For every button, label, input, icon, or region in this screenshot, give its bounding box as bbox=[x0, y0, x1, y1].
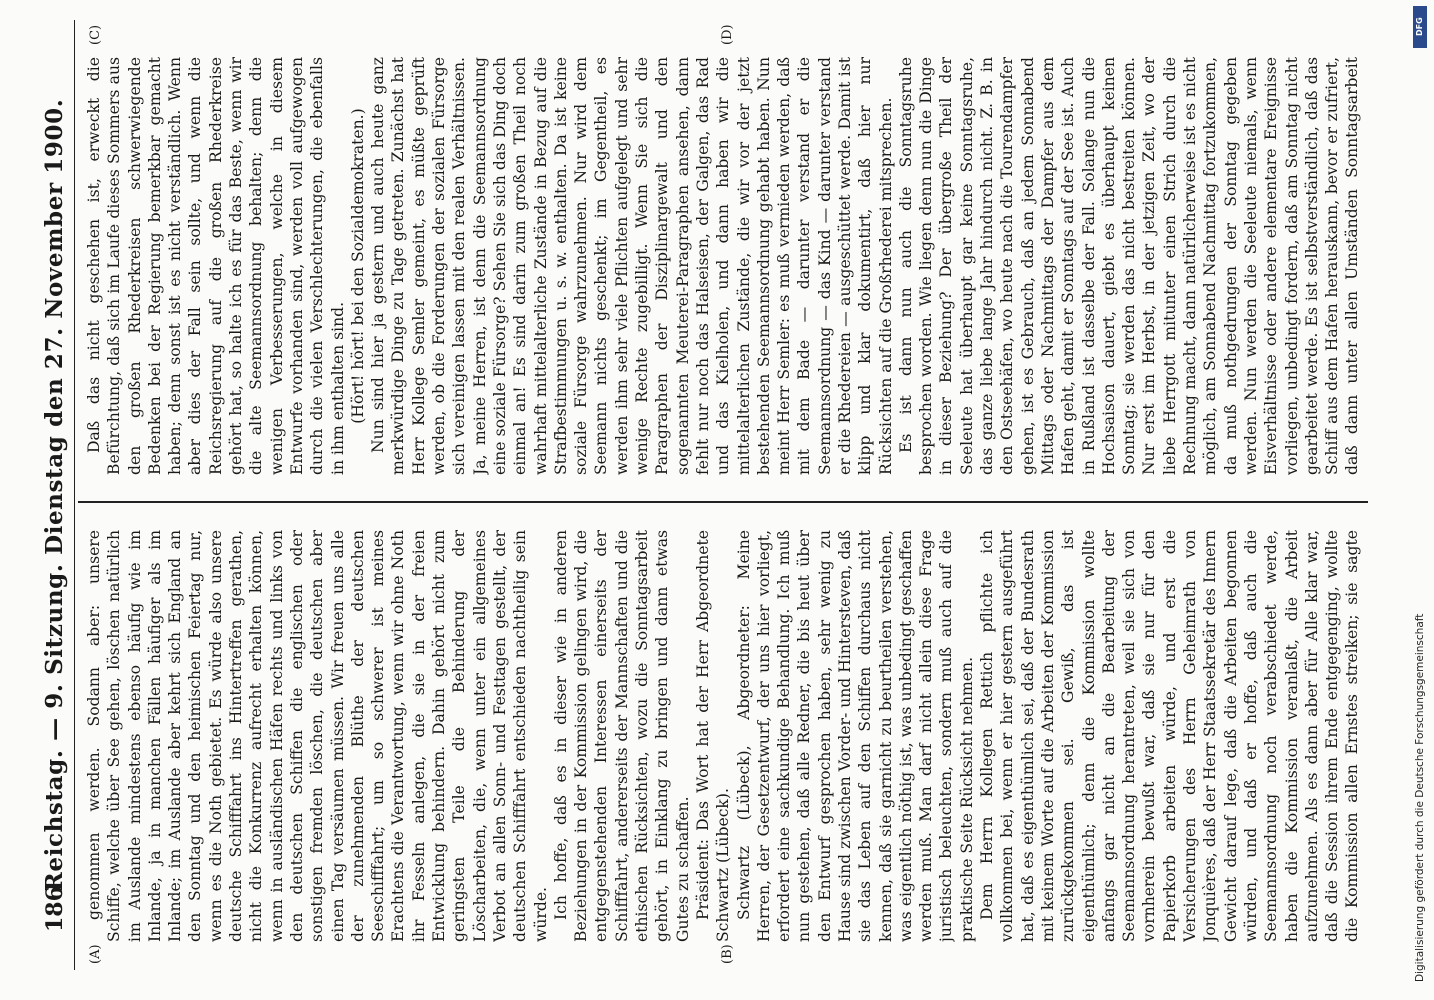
right-column bbox=[84, 57, 1364, 475]
margin-mark-c: (C) bbox=[88, 24, 103, 45]
paragraph: Nun sind hier ja gestern und auch heute ganz merkwürdige Dinge zu Tage getreten. Zunächst hat Herr Kollege Semler gemeint, es müßte geprüft werden, ob die Forderungen der sozialen Fürsorge sich vereinigen lassen mit den realen Verhältnissen. Ja, meine Herren, ist denn die Seemannsordnung eine soziale Fürsorge? Sehen Sie sich das Ding doch einmal an! Es sind darin zum großen Theil noch wahrhaft mittelalterliche Zustände in Bezug auf die Strafbestimmungen u. s. w. enthalten. Da ist keine soziale Fürsorge wahrzunehmen. Nur wird dem Seemann nichts geschenkt; im Gegentheil, es werden ihm sehr viele Pflichten aufgelegt und sehr wenige Rechte zugebilligt. Wenn Sie sich die Paragraphen der Disziplinargewalt und den sogenannten Meuterei-Paragraphen ansehen, dann fehlt nur noch das Halseisen, der Galgen, das Rad und das Kielholen, und dann haben wir die mittelalterlichen Zustände, die wir vor der jetzt bestehenden Seemannsordnung gehabt haben. Nun meint Herr Semler: es muß vermieden werden, daß mit dem Bade — darunter verstand er die Seemannsordnung — das Kind — darunter verstand er die Rhedereien — ausgeschüttet werde. Damit ist klipp und klar dokumentirt, daß hier nur Rücksichten auf die Großrhederei mitsprechen. bbox=[369, 57, 895, 475]
paragraph: Daß das nicht geschehen ist, erweckt die Befürchtung, daß sich im Laufe dieses Sommers aus den großen Rhederkreisen schwerwiegende Bedenken bei der Regierung bemerkbar gemacht haben; denn sonst ist es nicht verständlich. Wenn aber dies der Fall sein sollte, und wenn die Reichsregierung auf die großen Rhederkreise gehört hat, so halte ich es für das Beste, wenn wir die alte Seemannsordnung behalten; denn die wenigen Verbesserungen, welche in diesem Entwurfe vorhanden sind, werden voll aufgewogen durch die vielen Verschlechterungen, die ebenfalls in ihm enthalten sind. bbox=[85, 57, 347, 475]
column-divider bbox=[78, 501, 1368, 503]
page-number: 186 bbox=[42, 886, 68, 932]
paragraph: Schwartz (Lübeck), Abgeordneter: Meine Herren, der Gesetzentwurf, der uns hier vorliegt, erfordert eine sachkundige Behandlung. Ich muß nun gestehen, daß alle Redner, die bis heut über den Entwurf gesprochen haben, sehr wenig zu Hause sind zwischen Vorder- und Hintersteven, daß sie das Leben auf den Schiffen durchaus nicht kennen, daß sie garnicht zu beurtheilen verstehen, was eigentlich nöthig ist, was unbedingt geschaffen werden muß. Man darf nicht allein diese Frage juristisch beleuchten, sondern muß auch auf die praktische Seite Rücksicht nehmen. bbox=[734, 530, 976, 942]
funding-note: Digitalisierung gefördert durch die Deutsche Forschungsgemeinschaft bbox=[1414, 613, 1426, 982]
paragraph: Dem Herrn Kollegen Rettich pflichte ich vollkommen bei, wenn er hier gestern ausgeführt hat, daß es eigenthümlich sei, daß der Bundesrath mit keinem Worte auf die Arbeiten der Kommission zurückgekommen sei. Gewiß, das ist eigenthümlich; denn die Kommission wollte anfangs gar nicht an die Bearbeitung der Seemannsordnung herantreten, weil sie sich von vornherein bewußt war, daß sie nur für den Papierkorb arbeiten würde, und erst die Versicherungen des Herrn Geheimrath von Jonquières, daß der Herr Staatssekretär des Innern Gewicht darauf lege, daß die Arbeiten begonnen würden, und daß er hoffe, daß auch die Seemannsordnung noch verabschiedet werde, haben die Kommission veranlaßt, die Arbeit aufzunehmen. Als es dann aber für Alle klar war, daß die Session ihrem Ende entgegenging, wollte die Kommission allen Ernstes streiken; sie sagte bbox=[978, 530, 1362, 942]
margin-mark-b: (B) bbox=[720, 944, 735, 964]
digitization-stamp bbox=[1410, 0, 1430, 1000]
paragraph: Präsident: Das Wort hat der Herr Abgeordnete Schwartz (Lübeck). bbox=[693, 530, 733, 942]
margin-mark-d: (D) bbox=[720, 24, 735, 45]
paragraph: Ich hoffe, daß es in dieser wie in anderen Beziehungen in der Kommission gelingen wird, die entgegenstehenden Interessen einerseits der Schifffahrt, andererseits der Mannschaften und die ethischen Rücksichten, wozu die Sonntagsarbeit gehört, in Einklang zu bringen und dann etwas Gutes zu schaffen. bbox=[551, 530, 692, 942]
running-title: Reichstag. — 9. Sitzung. Dienstag den 27. November 1900. bbox=[41, 98, 68, 892]
interjection: (Hört! hört! bei den Sozialdemokraten.) bbox=[348, 108, 367, 424]
paragraph: Es ist dann nun auch die Sonntagsruhe besprochen worden. Wie liegen denn nun die Dinge in dieser Beziehung? Der übergroße Theil der Seeleute hat überhaupt gar keine Sonntagsruhe, das ganze liebe lange Jahr hindurch nicht. Z. B. in den Ostseehäfen, wo heute nach die Tourendampfer gehen, ist es Gebrauch, daß an jedem Sonnabend Mittags oder Nachmittags der Dampfer aus dem Hafen geht, damit er Sonntags auf der See ist. Auch in Rußland ist dasselbe der Fall. Solange nun die Hochsaison dauert, giebt es überhaupt keinen Sonntag; sie werden das nicht bestreiten können. Nur erst im Herbst, in der jetzigen Zeit, wo der liebe Herrgott mitunter einen Strich durch die Rechnung macht, dann natürlicherweise ist es nicht möglich, am Sonnabend Nachmittag fortzukommen, da muß nothgedrungen der Sonntag gegeben werden. Nun werden die Seeleute niemals, wenn Eisverhältnisse oder andere elementare Ereignisse vorliegen, unbedingt fordern, daß am Sonntag nicht gearbeitet werde. Es ist selbstverständlich, daß das Schiff aus dem Hafen herauskann, bevor er zufriert, daß dann unter allen Umständen Sonntagsarbeit bbox=[896, 57, 1362, 475]
margin-mark-a: (A) bbox=[88, 944, 103, 964]
dfg-logo: DFG bbox=[1413, 6, 1427, 48]
paragraph: genommen werden. Sodann aber: unsere Schiffe, welche über See gehen, löschen natürlich im Auslande mindestens ebenso häufig wie im Inlande, ja in manchen Fällen häufiger als im Inlande; im Auslande aber kehrt sich England an den Sonntag und den heimischen Feiertag nur, wenn es die Noth gebietet. Es würde also unsere deutsche Schifffahrt ins Hintertreffen gerathen, nicht die Konkurrenz aufrecht erhalten können, wenn in ausländischen Häfen rechts und links von den deutschen Schiffen die englischen oder sonstigen fremden löschen, die deutschen aber einen Tag versäumen müssen. Wir freuen uns alle der zunehmenden Blüthe der deutschen Seeschifffahrt; um so schwerer ist meines Erachtens die Verantwortung, wenn wir ohne Noth ihr Fesseln anlegen, die sie in der freien Entwicklung behindern. Dahin gehört nicht zum geringsten Teile die Behinderung der Löscharbeiten, die, wenn unter ein allgemeines Verbot an allen Sonn- und Festtagen gestellt, der deutschen Schifffahrt entschieden nachtheilig sein würde. bbox=[85, 530, 550, 942]
left-column bbox=[84, 530, 1364, 942]
page-header bbox=[40, 20, 75, 970]
